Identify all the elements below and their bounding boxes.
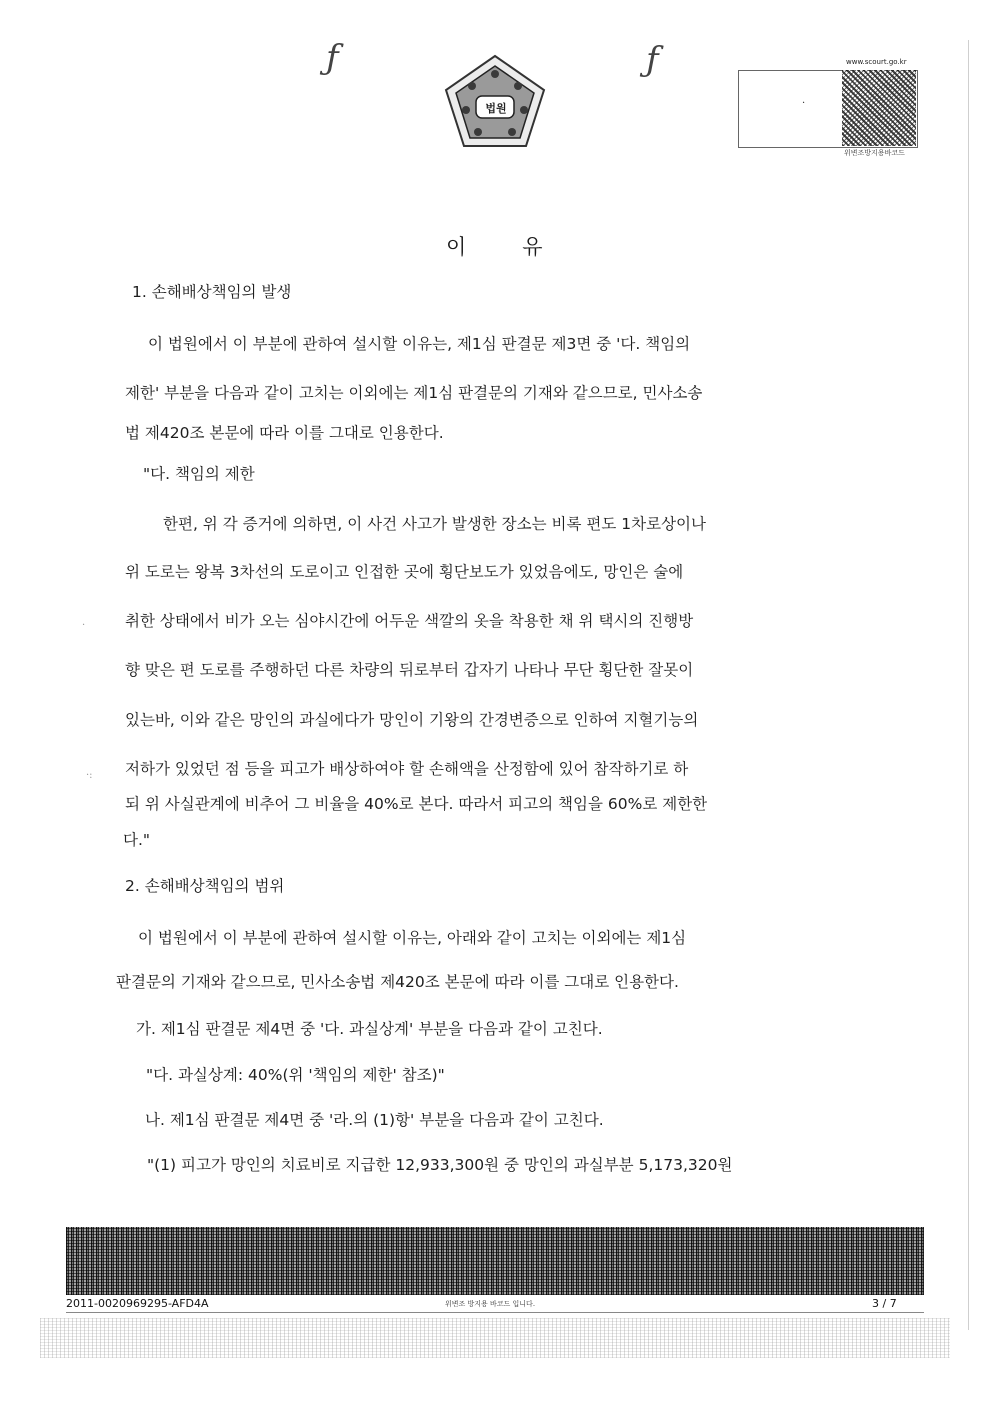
title-char-2: 유 <box>522 235 543 259</box>
scan-noise <box>40 1318 950 1358</box>
page-number: 3 / 7 <box>872 1297 897 1310</box>
body-line: 이 법원에서 이 부분에 관하여 설시할 이유는, 제1심 판결문 제3면 중 '다. 책임의 <box>148 335 691 353</box>
footer-barcode <box>66 1227 924 1295</box>
body-line: "다. 과실상계: 40%(위 '책임의 제한' 참조)" <box>146 1066 445 1084</box>
scan-artifact: · <box>82 620 86 631</box>
barcode-caption: 위변조방지용바코드 <box>844 149 905 157</box>
section-heading-1: 1. 손해배상책임의 발생 <box>132 283 292 301</box>
handwritten-mark-right: ƒ <box>646 40 659 80</box>
body-line: 위 도로는 왕복 3차선의 도로이고 인접한 곳에 횡단보도가 있었음에도, 망인은 술에 <box>125 563 684 581</box>
title-char-1: 이 <box>446 235 467 259</box>
barcode-note: 위변조 방지용 바코드 입니다. <box>445 1300 536 1308</box>
body-line: 되 위 사실관계에 비추어 그 비율을 40%로 본다. 따라서 피고의 책임을 60%로 제한한 <box>125 795 708 813</box>
footer-rule <box>66 1312 924 1313</box>
handwritten-mark-left: ƒ <box>326 38 339 78</box>
body-line: 있는바, 이와 같은 망인의 과실에다가 망인이 기왕의 간경변증으로 인하여 지혈기능의 <box>125 711 699 729</box>
body-line: 저하가 있었던 점 등을 피고가 배상하여야 할 손해액을 산정함에 있어 참작하기로 하 <box>125 760 689 778</box>
section-heading-2: 2. 손해배상책임의 범위 <box>125 877 285 895</box>
body-line: 한편, 위 각 증거에 의하면, 이 사건 사고가 발생한 장소는 비록 편도 1차로상이나 <box>163 515 707 533</box>
body-line: 취한 상태에서 비가 오는 심야시간에 어두운 색깔의 옷을 착용한 채 위 택시의 진행방 <box>125 612 694 630</box>
body-line: 나. 제1심 판결문 제4면 중 '라.의 (1)항' 부분을 다음과 같이 고친다. <box>145 1111 604 1129</box>
scan-artifact: ·: <box>86 770 93 781</box>
body-line: 가. 제1심 판결문 제4면 중 '다. 과실상계' 부분을 다음과 같이 고친다. <box>136 1020 603 1038</box>
body-line: 이 법원에서 이 부분에 관하여 설시할 이유는, 아래와 같이 고치는 이외에는 제1심 <box>138 929 687 947</box>
body-line: 다." <box>123 831 151 849</box>
body-line: 판결문의 기재와 같으므로, 민사소송법 제420조 본문에 따라 이를 그대로 인용한다. <box>116 973 679 991</box>
body-line: 제한' 부분을 다음과 같이 고치는 이외에는 제1심 판결문의 기재와 같으므로, 민사소송 <box>125 384 703 402</box>
document-id: 2011-0020969295-AFD4A <box>66 1297 209 1310</box>
seal-label: 법원 <box>485 102 507 115</box>
margin-line <box>968 40 969 1330</box>
body-line: 법 제420조 본문에 따라 이를 그대로 인용한다. <box>125 424 444 442</box>
quote-heading: "다. 책임의 제한 <box>143 465 255 483</box>
court-seal <box>440 52 550 152</box>
verification-barcode <box>842 70 916 146</box>
body-line: 향 맞은 편 도로를 주행하던 다른 차량의 뒤로부터 갑자기 나타나 무단 횡단한 잘못이 <box>125 661 694 679</box>
page-title <box>438 231 558 261</box>
barcode-url: www.scourt.go.kr <box>846 58 907 66</box>
verification-dot: · <box>802 98 806 109</box>
body-line: "(1) 피고가 망인의 치료비로 지급한 12,933,300원 중 망인의 과실부분 5,173,320원 <box>147 1156 733 1174</box>
